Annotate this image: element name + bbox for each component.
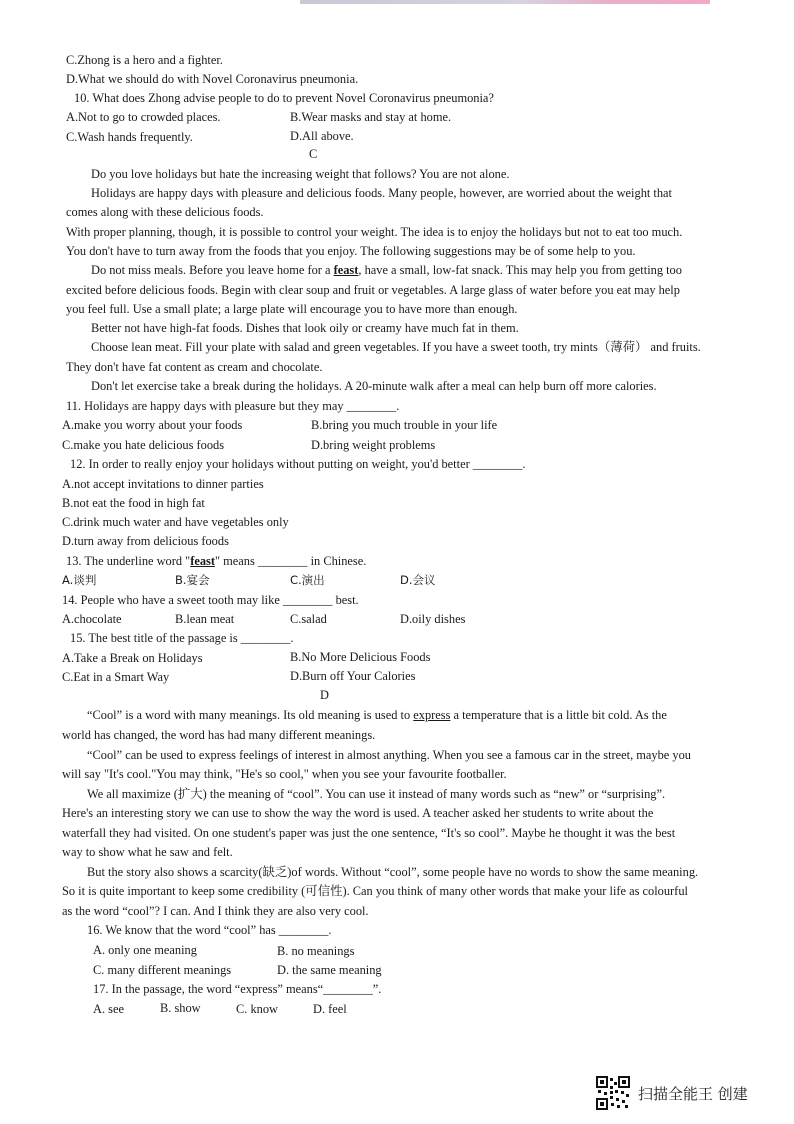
q13-option-c: C.演出 [290, 573, 325, 587]
underlined-word-feast: feast [190, 554, 216, 568]
q16-option-b: B. no meanings [277, 944, 355, 958]
text-segment: , have a small, low-fat snack. This may help you from getting too [358, 263, 682, 277]
q14-option-a: A.chocolate [62, 612, 122, 626]
q17-stem: 17. In the passage, the word “express” means“________”. [93, 982, 382, 996]
scanner-watermark [596, 1076, 748, 1110]
qr-code-icon [596, 1076, 630, 1110]
passage-c-paragraph-3-line-1: With proper planning, though, it is possible to control your weight. The idea is to enjoy the holidays but not to eat too much. [66, 225, 683, 239]
q15-option-a: A.Take a Break on Holidays [62, 651, 203, 665]
q16-stem: 16. We know that the word “cool” has ________. [87, 923, 332, 937]
q12-option-a: A.not accept invitations to dinner parties [62, 477, 264, 491]
q12-option-c: C.drink much water and have vegetables only [62, 515, 289, 529]
section-heading-d: D [320, 688, 329, 702]
q15-option-c: C.Eat in a Smart Way [62, 670, 170, 684]
passage-d-paragraph-2-line-2: will say "It's cool."You may think, "He's so cool," when you see your favourite footballer. [62, 767, 507, 781]
passage-d-paragraph-3-line-3: waterfall they had visited. On one student's paper was just the one sentence, “It's so cool”. Maybe he thought it was the best [62, 826, 676, 840]
passage-c-paragraph-6-line-1: Choose lean meat. Fill your plate with salad and green vegetables. If you have a sweet tooth, try mints（薄荷） and fruits. [91, 340, 701, 354]
q14-option-b: B.lean meat [175, 612, 235, 626]
q12-stem: 12. In order to really enjoy your holidays without putting on weight, you'd better ________. [70, 457, 526, 471]
passage-c-paragraph-4-line-2: excited before delicious foods. Begin with clear soup and fruit or vegetables. A large glass of water before you eat may help [66, 283, 680, 297]
q10-stem: 10. What does Zhong advise people to do to prevent Novel Coronavirus pneumonia? [74, 91, 494, 105]
text-segment: " means ________ in Chinese. [215, 554, 367, 568]
underlined-word-express: express [413, 708, 451, 722]
passage-c-paragraph-4-line-1 [91, 263, 682, 278]
q14-option-d: D.oily dishes [400, 612, 466, 626]
passage-d-paragraph-2-line-1: “Cool” can be used to express feelings of interest in almost anything. When you see a famous car in the street, maybe you [87, 748, 691, 762]
passage-d-paragraph-4-line-1: But the story also shows a scarcity(缺乏)of words. Without “cool”, some people have no words to show the same meaning. [87, 865, 699, 879]
q17-option-b: B. show [160, 1001, 201, 1015]
passage-d-paragraph-3-line-2: Here's an interesting story we can use to show the way the word is used. A teacher asked her students to write about the [62, 806, 654, 820]
q14-option-c: C.salad [290, 612, 327, 626]
passage-c-paragraph-2-line-2: comes along with these delicious foods. [66, 205, 264, 219]
q16-option-a: A. only one meaning [93, 943, 197, 957]
passage-d-paragraph-4-line-2: So it is quite important to keep some credibility (可信性). Can you think of many other words that make your life as colourful [62, 884, 688, 898]
q16-option-c: C. many different meanings [93, 963, 232, 977]
passage-d-paragraph-3-line-1: We all maximize (扩大) the meaning of “cool”. You can use it instead of many words such as “new” or “surprising”. [87, 787, 666, 801]
passage-c-paragraph-1: Do you love holidays but hate the increasing weight that follows? You are not alone. [91, 167, 510, 181]
section-heading-c: C [309, 147, 318, 161]
q10-option-b: B.Wear masks and stay at home. [290, 110, 452, 124]
q11-option-d: D.bring weight problems [311, 438, 436, 452]
q12-option-b: B.not eat the food in high fat [62, 496, 205, 510]
q15-option-b: B.No More Delicious Foods [290, 650, 431, 664]
text-segment: “Cool” is a word with many meanings. Its old meaning is used to [87, 708, 414, 722]
q10-option-d: D.All above. [290, 129, 354, 143]
q16-option-d: D. the same meaning [277, 963, 382, 977]
q15-stem: 15. The best title of the passage is ________. [70, 631, 294, 645]
passage-c-paragraph-3-line-2: You don't have to turn away from the foods that you enjoy. The following suggestions may be of some help to you. [66, 244, 636, 258]
text-segment: 13. The underline word " [66, 554, 191, 568]
underlined-word-feast: feast [333, 263, 359, 277]
passage-d-paragraph-1-line-2: world has changed, the word has had many different meanings. [62, 728, 376, 742]
q17-option-a: A. see [93, 1002, 124, 1016]
q17-option-d: D. feel [313, 1002, 347, 1016]
scan-top-color-bar [300, 0, 710, 4]
text-segment: a temperature that is a little bit cold. As the [450, 708, 667, 722]
passage-c-paragraph-2-line-1: Holidays are happy days with pleasure and delicious foods. Many people, however, are worried about the weight that [91, 186, 673, 200]
q9-option-d: D.What we should do with Novel Coronavirus pneumonia. [66, 72, 359, 86]
q15-option-d: D.Burn off Your Calories [290, 669, 416, 683]
q10-option-a: A.Not to go to crowded places. [66, 110, 221, 124]
q11-option-a: A.make you worry about your foods [62, 418, 243, 432]
passage-c-paragraph-7: Don't let exercise take a break during the holidays. A 20-minute walk after a meal can help burn off more calories. [91, 379, 657, 393]
passage-d-paragraph-4-line-3: as the word “cool”? I can. And I think they are also very cool. [62, 904, 369, 918]
q11-stem: 11. Holidays are happy days with pleasure but they may ________. [66, 399, 400, 413]
q13-option-a: A.谈判 [62, 573, 97, 587]
q11-option-b: B.bring you much trouble in your life [311, 418, 498, 432]
passage-d-paragraph-1-line-1 [87, 708, 667, 723]
watermark-text: 扫描全能王 创建 [638, 1084, 748, 1103]
passage-c-paragraph-6-line-2: They don't have fat content as cream and chocolate. [66, 360, 323, 374]
q9-option-c: C.Zhong is a hero and a fighter. [66, 53, 223, 67]
passage-c-paragraph-4-line-3: you feel full. Use a small plate; a large plate will encourage you to have more than enough. [66, 302, 518, 316]
q17-option-c: C. know [236, 1002, 278, 1016]
q13-option-b: B.宴会 [175, 573, 210, 587]
passage-d-paragraph-3-line-4: way to show what he saw and felt. [62, 845, 233, 859]
passage-c-paragraph-5: Better not have high-fat foods. Dishes that look oily or creamy have much fat in them. [91, 321, 519, 335]
text-segment: Do not miss meals. Before you leave home for a [91, 263, 334, 277]
q11-option-c: C.make you hate delicious foods [62, 438, 225, 452]
q14-stem: 14. People who have a sweet tooth may like ________ best. [62, 593, 359, 607]
q13-option-d: D.会议 [400, 573, 436, 587]
q13-stem [66, 554, 366, 569]
q12-option-d: D.turn away from delicious foods [62, 534, 229, 548]
q10-option-c: C.Wash hands frequently. [66, 130, 193, 144]
